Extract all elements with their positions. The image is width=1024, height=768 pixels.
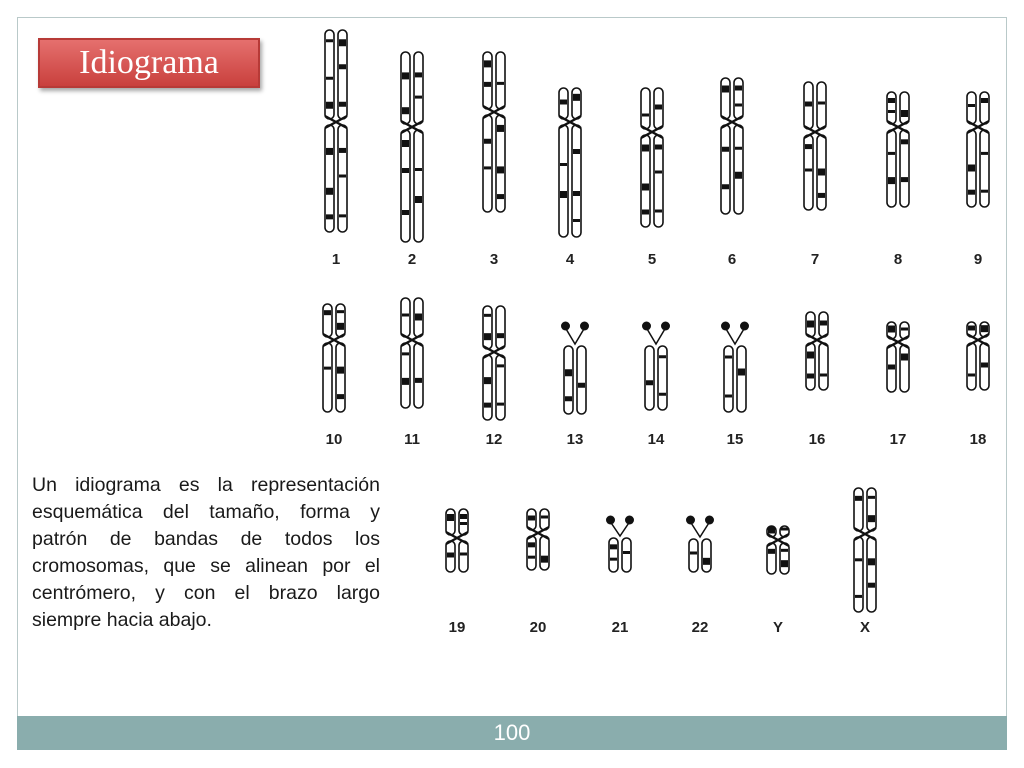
- chromosome-12: [483, 306, 505, 420]
- chromosome-11: [401, 298, 423, 408]
- description-text: Un idiograma es la representación esquemática del tamaño, forma y patrón de bandas de todos los cromosomas, que se alinean por el centrómero, y con el brazo largo siempre hacia abajo.: [32, 474, 380, 631]
- chromosome-label-12: 12: [485, 431, 503, 448]
- chromosome-14: [642, 322, 670, 411]
- chromosome-label-21: 21: [611, 619, 629, 636]
- chromosome-label-7: 7: [810, 251, 820, 268]
- idiogram-svg: [305, 22, 1007, 648]
- chromosome-10: [323, 304, 345, 412]
- chromosome-label-18: 18: [969, 431, 987, 448]
- chromosome-label-1: 1: [331, 251, 341, 268]
- chromosome-label-10: 10: [325, 431, 343, 448]
- chromosome-8: [887, 92, 909, 207]
- chromosome-22: [686, 516, 714, 573]
- footer-bar: [17, 716, 1007, 750]
- chromosome-label-5: 5: [647, 251, 657, 268]
- chromosome-15: [721, 322, 749, 413]
- chromosome-17: [887, 322, 909, 392]
- chromosome-label-6: 6: [727, 251, 737, 268]
- chromosome-label-8: 8: [893, 251, 903, 268]
- chromosome-2: [401, 52, 423, 242]
- chromosome-label-15: 15: [726, 431, 744, 448]
- chromosome-label-y: Y: [772, 619, 784, 636]
- chromosome-x: [854, 488, 876, 612]
- chromosome-label-17: 17: [889, 431, 907, 448]
- chromosome-4: [559, 88, 581, 237]
- page-number: 100: [493, 720, 531, 745]
- chromosome-label-11: 11: [404, 431, 420, 448]
- chromosome-19: [446, 509, 468, 572]
- chromosome-label-20: 20: [529, 619, 547, 636]
- chromosome-13: [561, 322, 589, 415]
- chromosome-label-x: X: [859, 619, 871, 636]
- chromosome-label-16: 16: [808, 431, 826, 448]
- chromosome-3: [483, 52, 505, 212]
- chromosome-16: [806, 312, 828, 390]
- chromosome-label-4: 4: [565, 251, 575, 268]
- chromosome-label-9: 9: [973, 251, 983, 268]
- idiogram-figure: [305, 22, 1007, 648]
- chromosome-1: [325, 30, 347, 232]
- chromosome-label-2: 2: [407, 251, 417, 268]
- chromosome-y: [767, 526, 789, 574]
- slide-title: Idiograma: [38, 38, 260, 88]
- chromosome-label-22: 22: [691, 619, 709, 636]
- chromosome-label-19: 19: [448, 619, 466, 636]
- chromosome-21: [606, 516, 634, 573]
- chromosome-6: [721, 78, 743, 214]
- chromosome-5: [641, 88, 663, 227]
- chromosome-label-13: 13: [566, 431, 584, 448]
- chromosome-20: [527, 509, 549, 570]
- chromosome-9: [967, 92, 989, 207]
- chromosome-label-14: 14: [647, 431, 665, 448]
- chromosome-7: [804, 82, 826, 210]
- chromosome-label-3: 3: [489, 251, 499, 268]
- chromosome-18: [967, 322, 989, 390]
